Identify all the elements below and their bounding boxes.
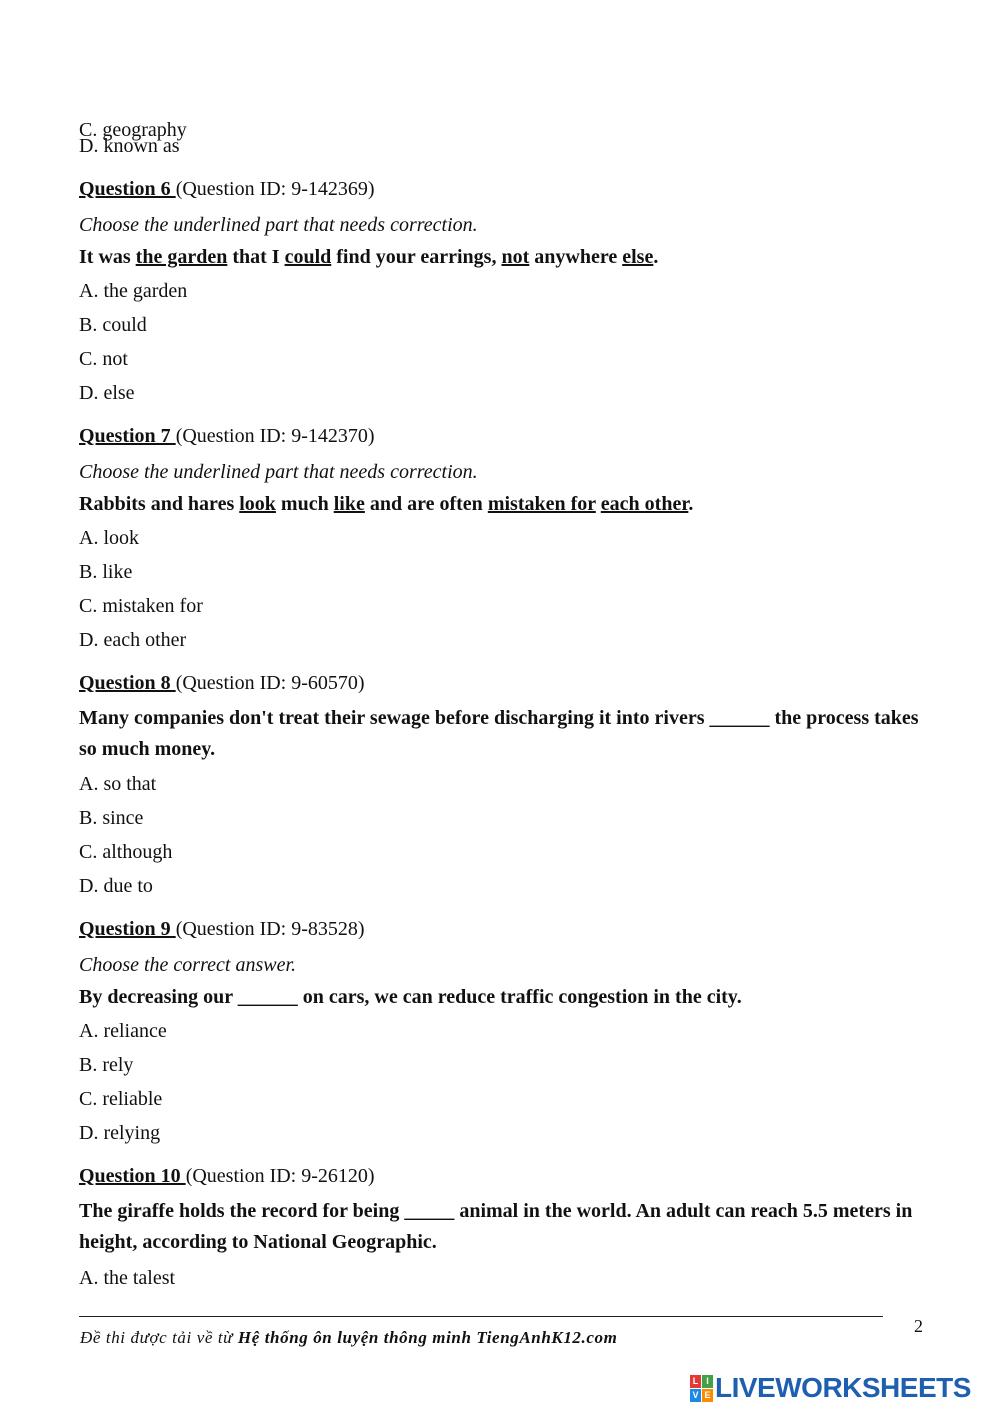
question-9-id: (Question ID: 9-83528) [175, 918, 365, 940]
underlined-part: the garden [135, 246, 228, 268]
question-7-option-c[interactable]: C. mistaken for [79, 595, 203, 617]
question-10-option-a[interactable]: A. the talest [79, 1267, 176, 1289]
underlined-part: else [622, 246, 654, 268]
question-7-option-d[interactable]: D. each other [79, 629, 187, 651]
question-9-option-b[interactable]: B. rely [79, 1054, 134, 1076]
question-8-header [79, 671, 365, 695]
question-9-option-d[interactable]: D. relying [79, 1122, 161, 1144]
question-6-option-a[interactable]: A. the garden [79, 280, 188, 302]
question-9-option-c[interactable]: C. reliable [79, 1088, 163, 1110]
question-8-option-b[interactable]: B. since [79, 807, 144, 829]
stem-text: and are often [364, 493, 488, 515]
question-9-number: Question 9 [79, 918, 176, 940]
question-7-id: (Question ID: 9-142370) [175, 425, 375, 447]
question-6-id: (Question ID: 9-142369) [175, 178, 375, 200]
question-7-option-a[interactable]: A. look [79, 527, 139, 549]
question-6-number: Question 6 [79, 178, 176, 200]
question-8-option-c[interactable]: C. although [79, 841, 173, 863]
question-7-stem [79, 492, 693, 516]
question-6-option-d[interactable]: D. else [79, 382, 135, 404]
question-8-number: Question 8 [79, 672, 176, 694]
stem-text: Rabbits and hares [79, 493, 240, 515]
stem-text: that I [227, 246, 285, 268]
underlined-part: mistaken for [487, 493, 596, 515]
question-9-stem: By decreasing our ______ on cars, we can reduce traffic congestion in the city. [79, 986, 742, 1008]
question-8-id: (Question ID: 9-60570) [175, 672, 365, 694]
footer-site-link[interactable]: Hệ thống ôn luyện thông minh TiengAnhK12.com [237, 1328, 618, 1347]
footer-source [80, 1328, 617, 1348]
logo-letter: L [690, 1375, 701, 1388]
question-8-stem: Many companies don't treat their sewage before discharging it into rivers ______ the process takes so much money. [79, 707, 919, 760]
question-10-id: (Question ID: 9-26120) [185, 1165, 375, 1187]
question-9-header [79, 917, 365, 941]
stem-text: much [275, 493, 334, 515]
question-9-option-a[interactable]: A. reliance [79, 1020, 167, 1042]
question-8-option-a[interactable]: A. so that [79, 773, 157, 795]
question-10-header [79, 1164, 375, 1188]
stem-text: find your earrings, [331, 246, 502, 268]
question-7-number: Question 7 [79, 425, 176, 447]
question-8-option-d[interactable]: D. due to [79, 875, 153, 897]
footer-prefix: Đề thi được tải về từ [80, 1328, 238, 1347]
stem-text: . [688, 493, 694, 515]
question-6-option-b[interactable]: B. could [79, 314, 147, 336]
stem-text: anywhere [529, 246, 623, 268]
question-6-instruction: Choose the underlined part that needs correction. [79, 214, 478, 236]
underlined-part: each other [600, 493, 689, 515]
question-10-number: Question 10 [79, 1165, 186, 1187]
underlined-part: could [284, 246, 332, 268]
underlined-part: not [501, 246, 530, 268]
logo-letter: I [702, 1375, 713, 1388]
footer-divider [79, 1316, 883, 1317]
underlined-part: like [333, 493, 365, 515]
logo-letter: V [690, 1389, 701, 1402]
question-6-header [79, 177, 375, 201]
question-10-stem: The giraffe holds the record for being _____ animal in the world. An adult can reach 5.5 meters in height, according to National Geographic. [79, 1200, 913, 1253]
option-d-prev: D. known as [79, 135, 180, 157]
question-9-instruction: Choose the correct answer. [79, 954, 297, 976]
logo-letter: E [702, 1389, 713, 1402]
liveworksheets-brand[interactable] [690, 1372, 971, 1404]
page-number: 2 [914, 1316, 923, 1336]
stem-text: . [653, 246, 659, 268]
question-7-option-b[interactable]: B. like [79, 561, 133, 583]
option-c-prev: C. geography [79, 119, 187, 141]
underlined-part: look [239, 493, 276, 515]
question-6-stem [79, 245, 658, 269]
question-7-instruction: Choose the underlined part that needs correction. [79, 461, 478, 483]
liveworksheets-logo-icon [690, 1375, 712, 1401]
stem-text: It was [79, 246, 136, 268]
brand-name: LIVEWORKSHEETS [715, 1372, 971, 1403]
question-7-header [79, 424, 375, 448]
question-6-option-c[interactable]: C. not [79, 348, 128, 370]
